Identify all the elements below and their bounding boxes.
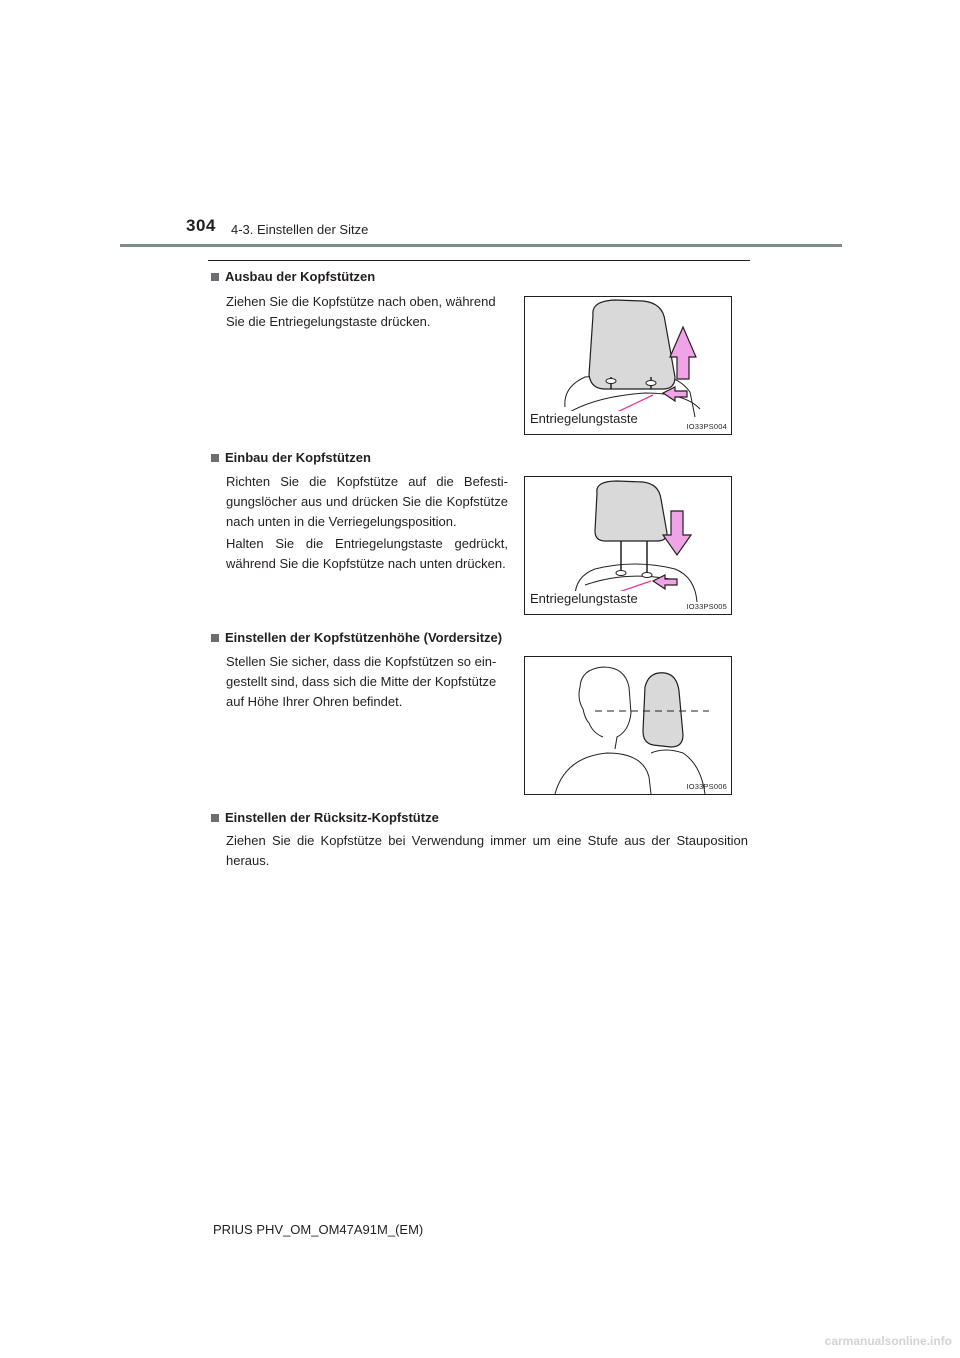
- figure-code: IO33PS006: [686, 782, 727, 791]
- figure-code: IO33PS005: [686, 602, 727, 611]
- figure-code: IO33PS004: [686, 422, 727, 431]
- headrest-height-illustration: [525, 657, 731, 794]
- watermark: carmanualsonline.info: [824, 1334, 952, 1348]
- installation-text-2: Halten Sie die Entriegelungstaste gedrückt, während Sie die Kopfstütze nach unten drücken.: [226, 536, 508, 571]
- installation-text-1: Richten Sie die Kopfstütze auf die Befestigungslöcher aus und drücken Sie die Kopfstütze nach unten in die Verriegelungsposition.: [226, 474, 508, 529]
- figure-headrest-installation: [524, 476, 732, 615]
- release-button-label: Entriegelungstaste: [530, 591, 638, 606]
- square-bullet-icon: [211, 634, 219, 642]
- page-number: 304: [186, 216, 216, 235]
- section-rule: [208, 260, 750, 261]
- figure-headrest-height: [524, 656, 732, 795]
- section-heading-installation: Einbau der Kopfstützen: [211, 450, 371, 465]
- document-id: PRIUS PHV_OM_OM47A91M_(EM): [213, 1222, 424, 1237]
- figure-headrest-removal: [524, 296, 732, 435]
- release-button-label: Entriegelungstaste: [530, 411, 638, 426]
- section-heading-height-adjust: Einstellen der Kopfstützenhöhe (Vordersitze): [211, 630, 502, 645]
- section-heading-removal: Ausbau der Kopfstützen: [211, 269, 375, 284]
- rear-headrest-text: Ziehen Sie die Kopfstütze bei Verwendung immer um eine Stufe aus der Stauposition heraus.: [226, 833, 748, 868]
- square-bullet-icon: [211, 814, 219, 822]
- chapter-title: 4-3. Einstellen der Sitze: [231, 222, 369, 237]
- section-heading-rear-headrest: Einstellen der Rücksitz-Kopfstütze: [211, 810, 439, 825]
- height-adjust-text: Stellen Sie sicher, dass die Kopfstützen so eingestellt sind, dass sich die Mitte der Kopfstütze auf Höhe Ihrer Ohren befindet.: [226, 654, 497, 709]
- removal-text: Ziehen Sie die Kopfstütze nach oben, während Sie die Entriegelungstaste drücken.: [226, 294, 496, 329]
- square-bullet-icon: [211, 454, 219, 462]
- square-bullet-icon: [211, 273, 219, 281]
- header-rule: [120, 244, 842, 247]
